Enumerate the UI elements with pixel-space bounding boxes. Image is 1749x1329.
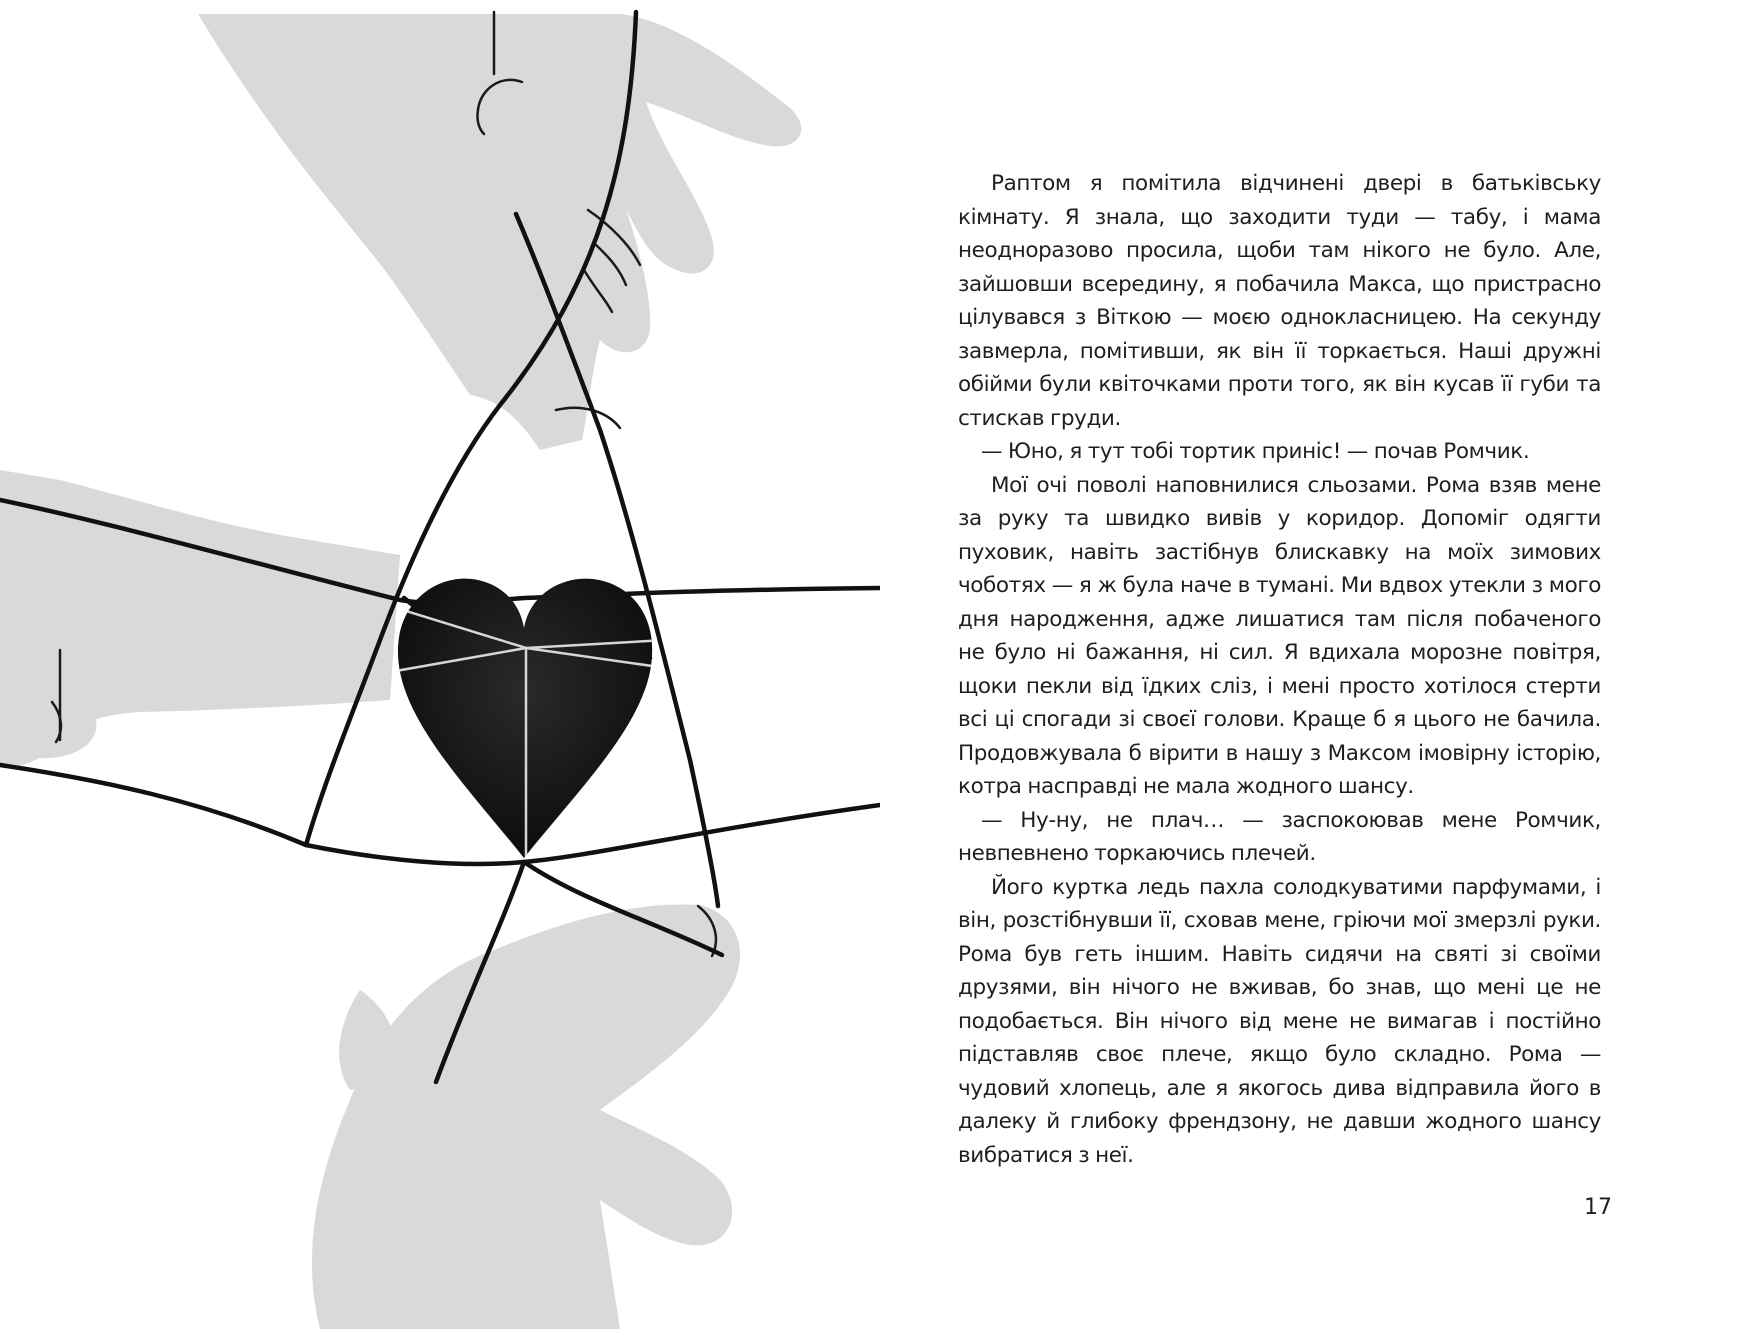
hand-top: [198, 14, 801, 450]
paragraph-4-dialog: — Ну-ну, не плач… — заспокоював мене Ромчик, невпевнено торкаючись плечей.: [958, 807, 1601, 866]
paragraph-3: Мої очі поволі наповнилися сльозами. Рома взяв мене за руку та швидко вивів у коридор. Допоміг одягти пуховик, навіть застібнув блискавку на моїх зимових чоботях — я ж була наче в тумані. Ми вдвох утекли з мого дня народження, адже лишатися там після побаченого не було ні бажання, ні сил. Я вдихала морозне повітря, щоки пекли від їдких сліз, і мені просто хотілося стерти всі ці спогади зі своєї голови. Краще б я цього не бачила. Продовжувала б вірити в нашу з Максом імовірну історію, котра насправді не мала жодного шансу.: [958, 472, 1601, 799]
heart: [390, 579, 666, 860]
paragraph-1: Раптом я помітила відчинені двері в батьківську кімнату. Я знала, що заходити туди — табу, і мама неодноразово просила, щоби там нікого не було. Але, зайшовши всередину, я побачила Макса, що пристрасно цілувався з Віткою — моєю однокласницею. На секунду завмерла, помітивши, як він її торкається. Наші дружні обійми були квіточками проти того, як він кусав її губи та стискав груди.: [958, 171, 1601, 431]
paragraph-2-dialog: — Юно, я тут тобі тортик приніс! — почав Ромчик.: [981, 439, 1530, 464]
story-text: [958, 167, 1601, 1172]
paragraph-5: Його куртка ледь пахла солодкуватими парфумами, і він, розстібнувши її, сховав мене, гріючи мої змерзлі руки. Рома був геть іншим. Навіть сидячи на святі зі своїми друзями, він нічого не вживав, бо знав, що мені це не подобається. Він нічого від мене не вимагав і постійно підставляв своє плече, якщо було складно. Рома — чудовий хлопець, але я якогось дива відправила його в далеку й глибоку френдзону, не давши жодного шансу вибратися з неї.: [958, 874, 1601, 1168]
hand-bottom: [312, 904, 740, 1329]
page-number: 17: [1584, 1195, 1612, 1220]
